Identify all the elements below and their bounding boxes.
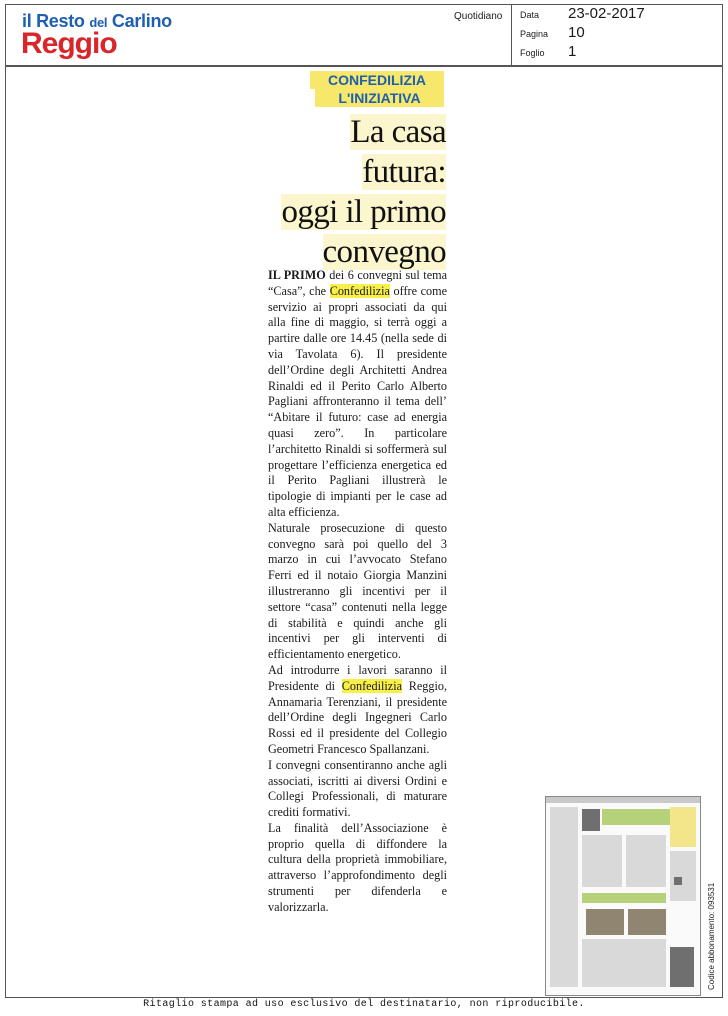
newspaper-logo-edition: Reggio <box>21 27 117 60</box>
title-line: convegno <box>322 234 446 270</box>
clipping-footer: Ritaglio stampa ad uso esclusivo del destinatario, non riproducibile. <box>143 999 585 1010</box>
title-line: futura: <box>362 154 446 190</box>
clipping-meta <box>511 5 724 65</box>
article-body <box>268 268 447 916</box>
page-thumbnail <box>545 796 701 996</box>
meta-label: Foglio <box>520 48 545 58</box>
meta-date-row <box>512 5 724 24</box>
publication-type: Quotidiano <box>454 11 503 22</box>
newspaper-logo-line1: il Resto del Carlino <box>22 11 172 31</box>
title-line: oggi il primo <box>281 194 446 230</box>
meta-value: 10 <box>568 24 585 41</box>
meta-value: 23-02-2017 <box>568 5 645 22</box>
clipping-header <box>5 4 723 66</box>
kicker-section: CONFEDILIZIA <box>310 71 444 89</box>
title-line: La casa <box>350 114 446 150</box>
meta-value: 1 <box>568 43 577 60</box>
article-title <box>262 112 446 272</box>
meta-label: Data <box>520 10 540 20</box>
meta-page-row <box>512 24 724 43</box>
paragraph: Naturale prosecuzione di questo convegno sarà poi quello del 3 marzo in cui l’avvocato Stefano Ferri ed il notaio Giorgia Manzini illustreranno gli incentivi per il settore “casa” contenuti nella legge di stabilità e quindi anche gli incentivi per gli interventi di efficientamento energetico. <box>268 520 447 662</box>
paragraph: I convegni consentiranno anche agli associati, iscritti ai diversi Ordini e Collegi Professionali, di maturare crediti formativi. <box>268 757 447 820</box>
highlighted-term: Confedilizia <box>341 678 402 693</box>
meta-label: Pagina <box>520 29 549 39</box>
lead-in: IL PRIMO <box>268 268 326 282</box>
paragraph: La finalità dell’Associazione è proprio quella di diffondere la cultura della proprietà immobiliare, attraverso l’approfondimento degli strumenti per difenderla e valorizzarla. <box>268 820 447 914</box>
subscription-code: Codice abbonamento: 093531 <box>707 882 716 990</box>
meta-sheet-row <box>512 43 724 62</box>
paragraph: IL PRIMO dei 6 convegni sul tema “Casa”, che Confedilizia offre come servizio ai propri associati da qui alla fine di maggio, si terrà oggi a partire dalle ore 14.45 (nella sede di via Tavolata 6). Il presidente dell’Ordine degli Architetti Andrea Rinaldi ed il Perito Carlo Alberto Pagliani affronteranno il tema dell’ “Abitare il futuro: case ad energia quasi zero”. In particolare l’architetto Rinaldi si soffermerà sul progettare l’efficienza energetica ed il Perito Pagliani illustrerà le tipologie di impianti per le case ad alta efficienza. <box>268 268 447 519</box>
kicker-initiative: L'INIZIATIVA <box>315 89 444 107</box>
highlighted-term: Confedilizia <box>329 283 390 298</box>
paragraph: Ad introdurre i lavori saranno il Presidente di Confedilizia Reggio, Annamaria Terenziani, il presidente dell’Ordine degli Ingegneri Carlo Rossi ed il presidente del Collegio Geometri Francesco Spallanzani. <box>268 662 447 756</box>
